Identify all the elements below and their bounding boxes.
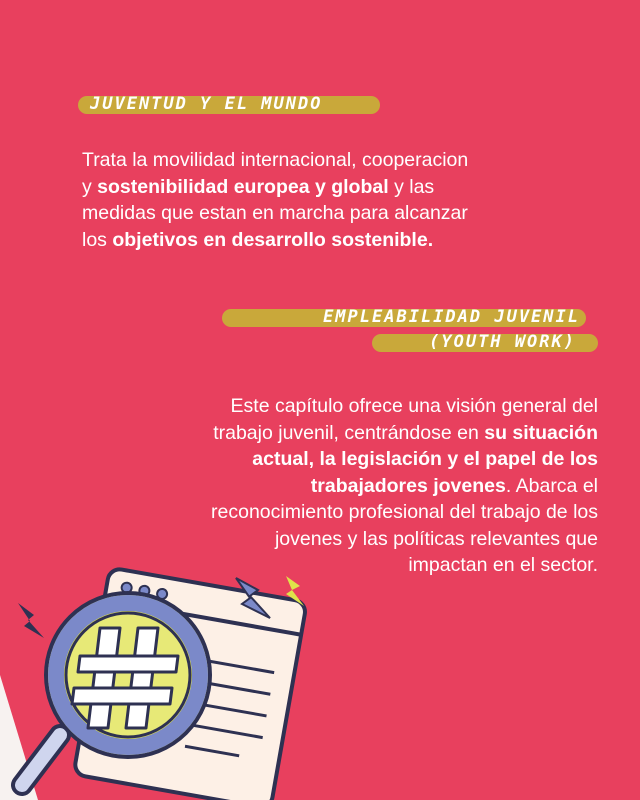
text-run: Trata la movilidad internacional, cooperacion [82, 149, 469, 171]
bold-text: trabajadores jovenes [310, 474, 506, 497]
text-run: medidas que estan en marcha para alcanzar [82, 202, 468, 224]
text-run: Este capítulo ofrece una visión general del [230, 395, 598, 417]
text-run: y [82, 175, 98, 198]
bold-text: objetivos en desarrollo sostenible. [112, 228, 434, 251]
text-run: trabajo juvenil, centrándose en [213, 421, 485, 444]
paragraph-line [118, 526, 598, 553]
text-run: los [82, 228, 113, 251]
search-hashtag-illustration [0, 560, 360, 800]
text-run: jovenes y las políticas relevantes que [274, 527, 598, 550]
bold-text: su situación [484, 421, 598, 444]
paragraph-line [118, 393, 598, 420]
section1-paragraph [82, 147, 562, 253]
paragraph-line [82, 227, 562, 254]
section-heading-juventud: JUVENTUD Y EL MUNDO [90, 94, 323, 114]
text-run: reconocimiento profesional del trabajo de los [211, 501, 598, 523]
text-run: impactan en el sector. [408, 554, 598, 576]
paragraph-line [118, 473, 598, 500]
bold-text: sostenibilidad europea y global [97, 175, 389, 198]
paragraph-line [118, 499, 598, 526]
paragraph-line [118, 446, 598, 473]
section-heading-empleabilidad-line2: (YOUTH WORK) [429, 332, 576, 352]
text-run: y las [388, 175, 435, 198]
paragraph-line [118, 420, 598, 447]
paragraph-line [82, 174, 562, 201]
bold-text: actual, la legislación y el papel de los [252, 448, 598, 470]
section2-paragraph [118, 393, 598, 579]
text-run: . Abarca el [505, 474, 598, 497]
paragraph-line [82, 200, 562, 227]
section-heading-empleabilidad-line1: EMPLEABILIDAD JUVENIL [323, 307, 580, 327]
lightning-icon [18, 603, 44, 638]
paragraph-line [82, 147, 562, 174]
